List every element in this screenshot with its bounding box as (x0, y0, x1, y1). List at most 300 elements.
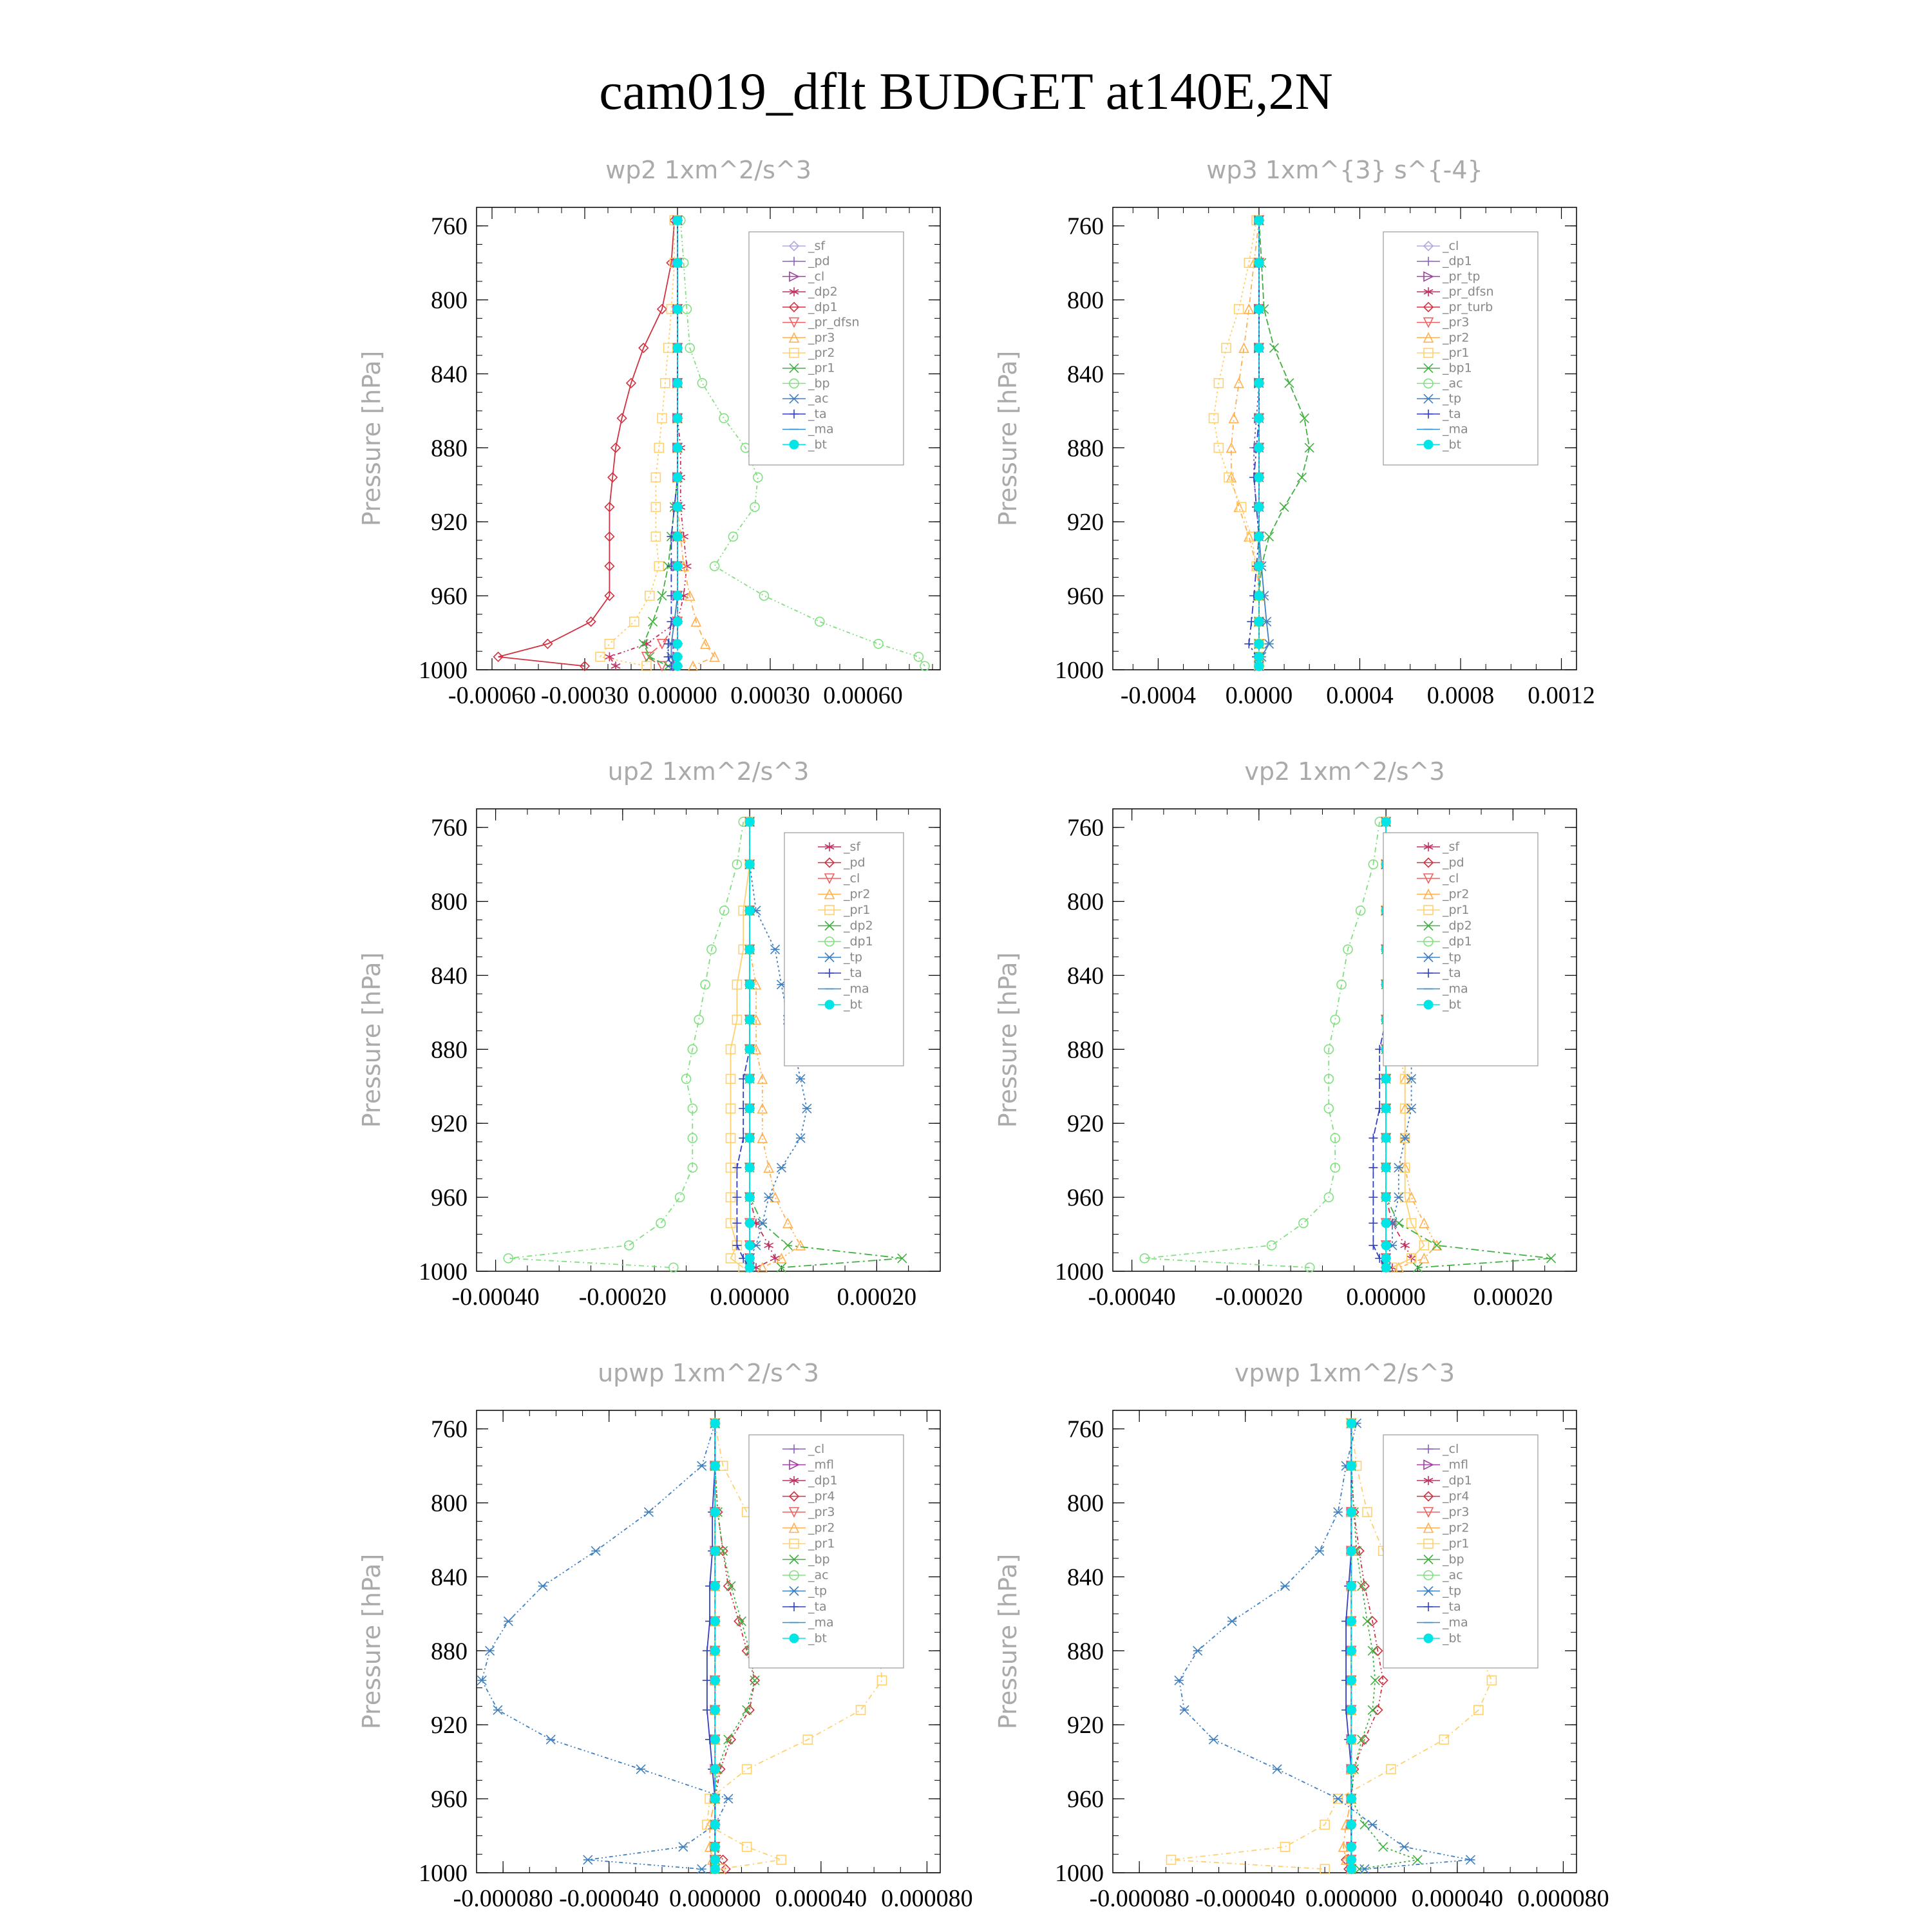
data-point (710, 1461, 719, 1470)
y-tick-label: 1000 (419, 657, 468, 684)
x-tick-label: 0.000080 (1517, 1885, 1609, 1912)
legend-label: _tp (1443, 392, 1462, 406)
y-tick-label: 760 (431, 1416, 468, 1443)
legend-label: _dp2 (808, 285, 838, 299)
data-point (745, 1074, 754, 1083)
y-tick-label: 800 (1067, 888, 1104, 916)
y-tick-label: 1000 (419, 1258, 468, 1285)
legend-label: _ma (844, 981, 869, 996)
legend-label: _pr2 (1443, 887, 1470, 902)
y-tick-label: 960 (431, 1786, 468, 1814)
data-point (1358, 1582, 1367, 1591)
data-point (745, 1263, 754, 1272)
data-point (732, 1218, 741, 1227)
page-title: cam019_dflt BUDGET at140E,2N (599, 62, 1333, 120)
legend-label: _ma (808, 1615, 834, 1630)
data-point (1255, 502, 1264, 511)
data-point (745, 1241, 754, 1250)
data-point (605, 639, 614, 649)
data-point (1255, 343, 1264, 352)
x-tick-label: 0.000080 (881, 1885, 973, 1912)
panel-title: up2 1xm^2/s^3 (607, 757, 810, 786)
y-tick-label: 960 (431, 1184, 468, 1212)
legend-label: _pr2 (808, 1520, 835, 1535)
data-point (676, 1193, 685, 1202)
data-point (1255, 379, 1264, 388)
data-point (1466, 1855, 1475, 1864)
data-point (710, 1820, 719, 1829)
data-point (673, 562, 682, 571)
legend-label: _bp (808, 1552, 830, 1567)
data-point (679, 1842, 688, 1852)
data-point (1269, 343, 1278, 352)
legend-label: _pr3 (808, 1505, 835, 1519)
legend (749, 1435, 904, 1668)
x-tick-label: -0.00040 (1088, 1283, 1176, 1311)
data-point (1381, 1263, 1390, 1272)
data-point (1381, 1241, 1390, 1250)
data-point (1255, 617, 1264, 626)
y-tick-label: 840 (1067, 1564, 1104, 1591)
chart-panel-4 (994, 757, 1577, 1311)
data-point (605, 652, 614, 661)
data-point (1381, 817, 1390, 826)
legend-label: _dp1 (808, 1473, 838, 1488)
x-tick-label: 0.000000 (669, 1885, 761, 1912)
data-point (1255, 216, 1264, 225)
y-tick-label: 840 (1067, 361, 1104, 388)
y-tick-label: 880 (1067, 1036, 1104, 1064)
data-point (1305, 443, 1314, 452)
data-point (745, 906, 754, 915)
x-tick-label: 0.000040 (775, 1885, 867, 1912)
x-tick-label: -0.000040 (559, 1885, 659, 1912)
data-point (673, 413, 682, 422)
legend (749, 232, 904, 465)
data-point (732, 1163, 741, 1172)
data-point (673, 532, 682, 541)
data-point (724, 1794, 733, 1803)
legend-label: _pd (844, 855, 866, 870)
legend (784, 833, 904, 1066)
data-point (745, 817, 754, 826)
legend-label: _ma (1443, 422, 1468, 437)
legend-label: _pr2 (808, 346, 835, 360)
y-tick-label: 920 (431, 1712, 468, 1739)
data-point (1347, 1419, 1356, 1428)
legend-label: _dp1 (808, 299, 838, 314)
data-point (1347, 1676, 1356, 1685)
data-point (538, 1582, 547, 1591)
data-point (1381, 1218, 1390, 1227)
series-line-tp (482, 1423, 728, 1869)
data-point (1347, 1646, 1356, 1655)
legend-label: _pr4 (808, 1489, 835, 1504)
legend-label: _pr_dfsn (1443, 285, 1494, 299)
data-point (658, 591, 667, 600)
legend-label: _dp1 (844, 934, 873, 949)
y-tick-label: 880 (431, 435, 468, 462)
data-point (753, 473, 762, 482)
data-point (611, 661, 620, 670)
panel-title: vpwp 1xm^2/s^3 (1234, 1359, 1455, 1387)
legend-label: _bt (808, 1631, 828, 1645)
data-point (1334, 1794, 1343, 1803)
legend-label: _tp (1443, 1584, 1462, 1598)
data-point (697, 379, 706, 388)
y-axis-label: Pressure [hPa] (994, 350, 1022, 527)
data-point (1273, 1765, 1282, 1774)
y-tick-label: 920 (1067, 1110, 1104, 1138)
data-point (1267, 1241, 1276, 1250)
legend-marker (825, 1000, 834, 1009)
x-tick-label: 0.00000 (710, 1283, 790, 1311)
x-tick-label: 0.00020 (837, 1283, 917, 1311)
data-point (1315, 1546, 1324, 1555)
data-point (745, 1133, 754, 1142)
data-point (694, 1015, 703, 1024)
legend-label: _cl (1443, 871, 1459, 886)
data-point (486, 1646, 495, 1655)
legend-label: _pr1 (808, 361, 835, 375)
legend-label: _tp (1443, 950, 1462, 965)
legend-label: _bt (1443, 437, 1462, 452)
data-point (771, 1254, 780, 1263)
y-tick-label: 760 (1067, 213, 1104, 240)
data-point (796, 1133, 805, 1142)
y-tick-label: 1000 (1055, 657, 1104, 684)
legend-label: _sf (844, 840, 861, 854)
legend-label: _pd (808, 254, 830, 269)
data-point (1255, 305, 1264, 314)
data-point (1487, 1676, 1496, 1685)
data-point (1235, 502, 1244, 511)
data-point (1368, 1218, 1378, 1227)
legend-label: _bp1 (1443, 361, 1472, 375)
legend-label: _ta (844, 966, 862, 980)
data-point (796, 1074, 805, 1083)
data-point (758, 1218, 767, 1227)
y-tick-label: 840 (431, 1564, 468, 1591)
legend-label: _pr1 (1443, 903, 1470, 917)
y-tick-label: 760 (1067, 814, 1104, 842)
data-point (1255, 661, 1264, 670)
data-point (745, 1104, 754, 1113)
legend-label: _ac (808, 1568, 829, 1582)
data-point (673, 216, 682, 225)
legend-label: _bt (1443, 998, 1462, 1012)
data-point (745, 1045, 754, 1054)
data-point (710, 1676, 719, 1685)
legend-label: _ta (1443, 966, 1461, 980)
x-tick-label: -0.00020 (1215, 1283, 1303, 1311)
data-point (771, 945, 780, 954)
data-point (1265, 532, 1274, 541)
legend-label: _pr3 (1443, 315, 1470, 330)
data-point (673, 379, 682, 388)
data-point (1255, 443, 1264, 452)
data-point (673, 617, 682, 626)
data-point (710, 1546, 719, 1555)
x-tick-label: 0.000000 (1305, 1885, 1397, 1912)
legend (1383, 833, 1538, 1066)
y-tick-label: 880 (431, 1036, 468, 1064)
x-tick-label: 0.00030 (730, 682, 810, 709)
data-point (1285, 379, 1294, 388)
x-tick-label: -0.0004 (1120, 682, 1197, 709)
y-tick-label: 960 (1067, 1786, 1104, 1814)
data-point (645, 591, 654, 600)
data-point (745, 945, 754, 954)
x-tick-label: 0.00000 (1346, 1283, 1426, 1311)
legend-label: _pr1 (1443, 346, 1470, 360)
y-tick-label: 800 (431, 287, 468, 314)
x-tick-label: 0.00060 (823, 682, 903, 709)
data-point (743, 1705, 752, 1714)
y-tick-label: 920 (431, 509, 468, 536)
legend-label: _cl (808, 269, 825, 284)
series-line-dp1 (498, 220, 675, 666)
data-point (1401, 1241, 1410, 1250)
y-tick-label: 960 (1067, 583, 1104, 611)
x-tick-label: 0.00020 (1473, 1283, 1553, 1311)
series-line-dp1 (508, 822, 743, 1267)
y-tick-label: 800 (431, 1490, 468, 1517)
data-point (745, 980, 754, 989)
data-point (477, 1676, 486, 1685)
data-point (1347, 1582, 1356, 1591)
x-tick-label: 0.000040 (1411, 1885, 1504, 1912)
data-point (673, 343, 682, 352)
data-point (1381, 1193, 1390, 1202)
data-point (1419, 1218, 1428, 1227)
data-point (745, 1218, 754, 1227)
data-point (1368, 1241, 1378, 1250)
data-point (1280, 1582, 1289, 1591)
legend-label: _ta (1443, 1600, 1461, 1614)
y-tick-label: 920 (431, 1110, 468, 1138)
legend-marker (1424, 440, 1433, 449)
data-point (745, 860, 754, 869)
data-point (1255, 562, 1264, 571)
y-tick-label: 1000 (1055, 1860, 1104, 1887)
data-point (1209, 1735, 1218, 1744)
y-tick-label: 840 (431, 962, 468, 990)
data-point (1347, 1508, 1356, 1517)
x-tick-label: 0.0008 (1426, 682, 1495, 709)
legend-label: _pr2 (1443, 330, 1470, 345)
legend-label: _cl (1443, 1442, 1459, 1456)
data-point (1400, 1842, 1409, 1852)
data-point (546, 1735, 555, 1744)
data-point (783, 1218, 792, 1227)
series-line-bp1 (1259, 220, 1309, 666)
legend-marker (790, 1634, 799, 1643)
legend-label: _bt (808, 437, 828, 452)
data-point (815, 617, 824, 626)
legend-label: _pr_turb (1443, 299, 1493, 314)
data-point (673, 258, 682, 267)
y-tick-label: 760 (431, 814, 468, 842)
y-axis-label: Pressure [hPa] (357, 952, 386, 1128)
data-point (591, 1546, 600, 1555)
data-point (764, 1193, 773, 1202)
legend-label: _bp (1443, 1552, 1464, 1567)
x-tick-label: -0.00020 (578, 1283, 667, 1311)
data-point (1381, 1163, 1390, 1172)
data-point (1255, 532, 1264, 541)
legend-label: _dp1 (1443, 1473, 1472, 1488)
legend-label: _bp (808, 376, 830, 391)
data-point (710, 1864, 719, 1873)
legend-label: _pd (1443, 855, 1464, 870)
data-point (1381, 1074, 1390, 1083)
legend-label: _pr_dfsn (808, 315, 860, 330)
data-point (1255, 591, 1264, 600)
data-point (719, 413, 728, 422)
x-tick-label: -0.00030 (540, 682, 629, 709)
data-point (673, 443, 682, 452)
data-point (673, 661, 682, 670)
data-point (874, 639, 883, 649)
y-tick-label: 880 (431, 1638, 468, 1665)
data-point (1347, 1765, 1356, 1774)
data-point (710, 1616, 719, 1625)
data-point (673, 305, 682, 314)
data-point (583, 1855, 592, 1864)
data-point (1255, 473, 1264, 482)
chart-panel-3 (357, 757, 940, 1311)
data-point (732, 1193, 741, 1202)
y-axis-label: Pressure [hPa] (994, 1553, 1022, 1730)
legend-label: _ma (808, 422, 834, 437)
data-point (1255, 413, 1264, 422)
y-tick-label: 880 (1067, 1638, 1104, 1665)
data-point (1180, 1705, 1189, 1714)
data-point (710, 1646, 719, 1655)
legend-label: _pr1 (808, 1537, 835, 1551)
x-tick-label: -0.000080 (453, 1885, 553, 1912)
data-point (504, 1616, 513, 1625)
legend-label: _ac (808, 392, 829, 406)
data-point (745, 1254, 754, 1263)
data-point (673, 473, 682, 482)
legend-label: _pr2 (844, 887, 871, 902)
data-point (645, 652, 654, 661)
data-point (745, 1163, 754, 1172)
data-point (710, 1419, 719, 1428)
x-tick-label: -0.000080 (1089, 1885, 1189, 1912)
data-point (1347, 1864, 1356, 1873)
data-point (1255, 652, 1264, 661)
y-axis-label: Pressure [hPa] (357, 1553, 386, 1730)
data-point (1368, 1193, 1378, 1202)
panel-title: vp2 1xm^2/s^3 (1244, 757, 1445, 786)
data-point (710, 1705, 719, 1714)
legend-label: _ma (1443, 1615, 1468, 1630)
data-point (673, 591, 682, 600)
data-point (1407, 1193, 1416, 1202)
data-point (777, 1163, 786, 1172)
panel-title: wp2 1xm^2/s^3 (605, 156, 811, 184)
chart-panel-6 (994, 1359, 1609, 1912)
data-point (1347, 1546, 1356, 1555)
data-point (1347, 1461, 1356, 1470)
data-point (710, 1735, 719, 1744)
x-tick-label: 0.0000 (1225, 682, 1293, 709)
data-point (710, 1508, 719, 1517)
data-point (682, 562, 691, 571)
chart-panel-5 (357, 1359, 973, 1912)
legend-label: _cl (1443, 239, 1459, 253)
legend-label: _dp2 (1443, 918, 1472, 933)
legend-label: _pr_tp (1443, 269, 1481, 284)
x-tick-label: -0.000040 (1195, 1885, 1296, 1912)
data-point (710, 1855, 719, 1864)
y-axis-label: Pressure [hPa] (357, 350, 386, 527)
x-tick-label: 0.0004 (1326, 682, 1394, 709)
data-point (1280, 502, 1289, 511)
legend-label: _dp2 (844, 918, 873, 933)
data-point (802, 1104, 811, 1113)
data-point (764, 1241, 773, 1250)
data-point (745, 1193, 754, 1202)
y-tick-label: 800 (1067, 287, 1104, 314)
legend-marker (1424, 1000, 1433, 1009)
legend-label: _ma (1443, 981, 1468, 996)
y-tick-label: 960 (1067, 1184, 1104, 1212)
legend-label: _cl (808, 1442, 825, 1456)
legend-label: _ac (1443, 376, 1463, 391)
y-axis-label: Pressure [hPa] (994, 952, 1022, 1128)
legend-label: _pr4 (1443, 1489, 1470, 1504)
data-point (1255, 258, 1264, 267)
legend-label: _ta (808, 1600, 827, 1614)
data-point (732, 1241, 741, 1250)
data-point (697, 1461, 706, 1470)
panel-title: upwp 1xm^2/s^3 (598, 1359, 819, 1387)
data-point (743, 1765, 752, 1774)
data-point (1347, 1735, 1356, 1744)
y-tick-label: 1000 (1055, 1258, 1104, 1285)
data-point (673, 639, 682, 649)
y-tick-label: 840 (431, 361, 468, 388)
legend-label: _dp1 (1443, 934, 1472, 949)
data-point (493, 1705, 502, 1714)
legend-label: _bt (1443, 1631, 1462, 1645)
data-point (673, 502, 682, 511)
legend-label: _pr1 (1443, 1537, 1470, 1551)
x-tick-label: -0.00060 (448, 682, 536, 709)
data-point (1347, 1855, 1356, 1864)
legend-label: _sf (808, 239, 826, 253)
data-point (681, 1074, 690, 1083)
legend-marker (790, 440, 799, 449)
y-tick-label: 760 (1067, 1416, 1104, 1443)
legend-label: _ac (1443, 1568, 1463, 1582)
legend-label: _dp1 (1443, 254, 1472, 269)
legend-label: _sf (1443, 840, 1460, 854)
legend-label: _ta (1443, 406, 1461, 421)
data-point (642, 661, 651, 670)
data-point (1175, 1676, 1184, 1685)
y-tick-label: 920 (1067, 1712, 1104, 1739)
legend-label: _pr1 (844, 903, 871, 917)
legend-label: _mfl (808, 1457, 834, 1472)
data-point (1368, 1163, 1378, 1172)
data-point (1379, 1842, 1388, 1852)
legend-label: _pr3 (1443, 1505, 1470, 1519)
